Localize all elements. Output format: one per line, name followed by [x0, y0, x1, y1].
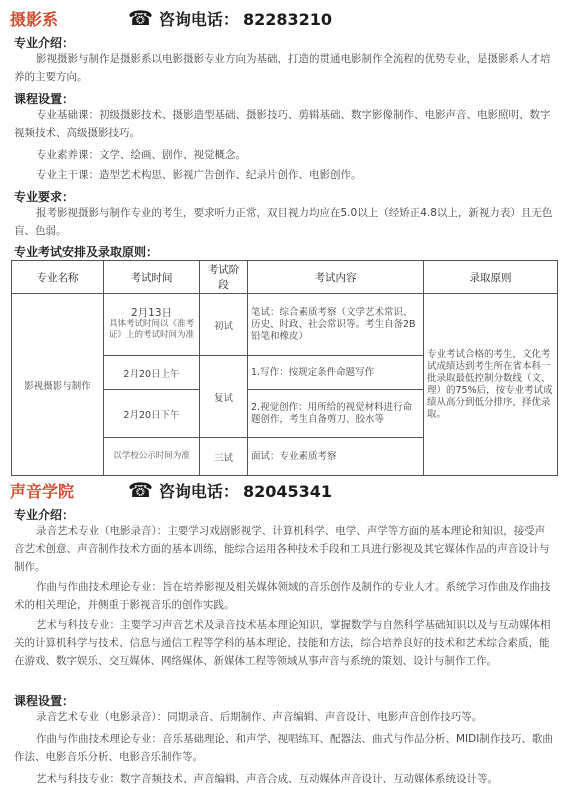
- content-3: 面试：专业素质考察: [248, 438, 424, 476]
- exam-schedule-table: [11, 260, 558, 476]
- admission-rule: 专业考试合格的考生，文化考试成绩达到考生所在省本科一批录取最低控制分数线（文、理）的75%后，按专业考试成绩从高分到低分排序，择优录取。: [424, 294, 558, 476]
- course-recording: 录音艺术专业（电影录音）：同期录音、后期制作、声音编辑、声音设计、电影声音创作技巧等。: [36, 711, 483, 723]
- time-3: 以学校公示时间为准: [104, 438, 200, 476]
- section-header-photography: [10, 4, 557, 32]
- dept-title: 声音学院: [10, 481, 75, 501]
- requirement-heading: 专业要求：: [14, 190, 75, 204]
- phone-label: 咨询电话：: [158, 9, 239, 29]
- phone-label: 咨询电话：: [158, 481, 239, 501]
- stage-2: 复试: [200, 356, 248, 438]
- phone-number: 82283210: [242, 9, 332, 29]
- stage-3: 三试: [200, 438, 248, 476]
- intro-art-tech: 艺术与科技专业：主要学习声音艺术及录音技术基本理论知识，掌握数学与自然科学基础知识以及与互动媒体相关的计算机科学与技术、信息与通信工程等学科的基本理论、技能和方法，综合培养良好的技术和艺术综合素质，能在游戏、数字娱乐、交互媒体、网络媒体、新媒体工程等领域从事声音与系统的策划、设计与制作工作。: [14, 619, 551, 667]
- intro-heading: 专业介绍：: [14, 508, 75, 522]
- course-main: 专业主干课：造型艺术构思、影视广告创作、纪录片创作、电影创作。: [36, 169, 362, 181]
- major-cell: 影视摄影与制作: [12, 294, 104, 476]
- course-heading: 课程设置：: [14, 694, 75, 708]
- course-heading: 课程设置：: [14, 92, 75, 106]
- course-composition: 作曲与作曲技术理论专业：音乐基础理论、和声学、视唱练耳、配器法、曲式与作品分析、MIDI制作技巧、歌曲作法、电影音乐分析、电影音乐制作等。: [14, 733, 553, 763]
- telephone-icon: ☎: [128, 6, 153, 30]
- intro-heading: 专业介绍：: [14, 36, 75, 50]
- time-1-note: 具体考试时间以《准考证》上的考试时间为准: [108, 319, 194, 340]
- col-header-rule: 录取原则: [424, 261, 558, 294]
- exam-table-heading: 专业考试安排及录取原则：: [14, 245, 159, 259]
- phone-info: [159, 479, 332, 502]
- time-cell-1: [104, 294, 200, 356]
- table-row: [12, 294, 558, 356]
- requirement-text: 报考影视摄影与制作专业的考生，要求听力正常，双目视力均应在5.0以上（经矫正4.8以上，新视力表）且无色盲、色弱。: [14, 207, 553, 237]
- time-2b: 2月20日下午: [104, 390, 200, 438]
- content-2b: 2.视觉创作：用所给的视觉材料进行命题创作，考生自备剪刀、胶水等: [248, 390, 424, 438]
- stage-1: 初试: [200, 294, 248, 356]
- course-basic: 专业基础课：初级摄影技术、摄影造型基础、摄影技巧、剪辑基础、数字影像制作、电影声音、电影照明、数字视频技术、高级摄影技巧。: [14, 109, 551, 139]
- col-header-content: 考试内容: [248, 261, 424, 294]
- table-header-row: [12, 261, 558, 294]
- time-2a: 2月20日上午: [104, 356, 200, 390]
- col-header-stage: 考试阶段: [200, 261, 248, 294]
- dept-title: 摄影系: [10, 9, 59, 29]
- content-2a: 1.写作：按规定条件命题写作: [248, 356, 424, 390]
- col-header-major: 专业名称: [12, 261, 104, 294]
- time-1: 2月13日: [130, 307, 173, 319]
- telephone-icon: ☎: [128, 478, 153, 502]
- course-literacy: 专业素养课：文学、绘画、剧作、视觉概念。: [36, 149, 246, 161]
- phone-info: [159, 7, 332, 30]
- content-1: 笔试：综合素质考察（文学艺术常识、历史、时政、社会常识等。考生自备2B铅笔和橡皮）: [248, 294, 424, 356]
- phone-number: 82045341: [242, 481, 332, 501]
- intro-recording: 录音艺术专业（电影录音）：主要学习戏剧影视学、计算机科学、电学、声学等方面的基本理论和知识，接受声音艺术创意、声音制作技术方面的基本训练，能综合运用各种技术手段和工具进行影视及其它媒体作品的声音设计与制作。: [14, 525, 550, 573]
- intro-composition: 作曲与作曲技术理论专业：旨在培养影视及相关媒体领域的音乐创作及制作的专业人才。系统学习作曲及作曲技术的相关理论，并侧重于影视音乐的创作实践。: [14, 581, 551, 611]
- intro-text: 影视摄影与制作是摄影系以电影摄影专业方向为基础，打造的贯通电影制作全流程的优势专业，是摄影系人才培养的主要方向。: [14, 53, 551, 83]
- col-header-time: 考试时间: [104, 261, 200, 294]
- section-header-sound: [10, 476, 557, 504]
- course-art-tech: 艺术与科技专业：数字音频技术、声音编辑、声音合成、互动媒体声音设计、互动媒体系统设计等。: [36, 773, 498, 785]
